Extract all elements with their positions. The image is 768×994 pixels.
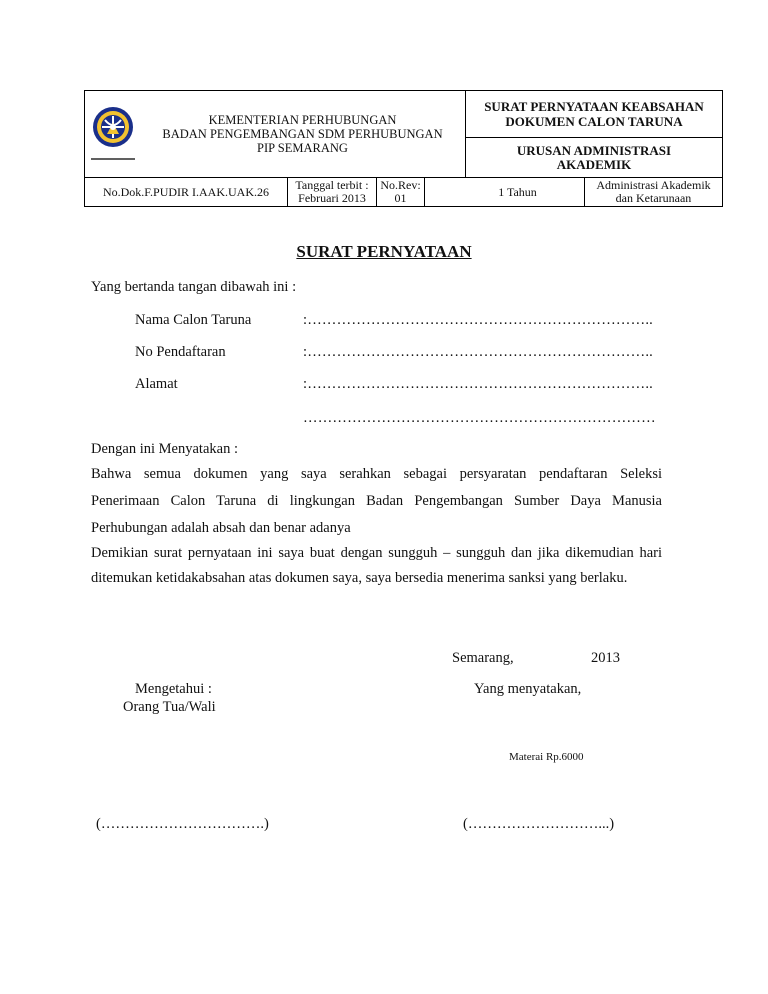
field-value-registration: :…………………………………………………………….. — [303, 344, 653, 360]
field-value-name: :…………………………………………………………….. — [303, 312, 653, 328]
intro-text: Yang bertanda tangan dibawah ini : — [91, 279, 297, 295]
declarant-label: Yang menyatakan, — [474, 681, 582, 697]
department-line-2: dan Ketarunaan — [615, 191, 692, 205]
organization-name-cell — [140, 91, 466, 177]
form-title-cell — [466, 91, 722, 138]
revision-cell — [377, 177, 425, 206]
paragraph-line-1: Bahwa semua dokumen yang saya serahkan sebagai persyaratan pendaftaran Seleksi — [91, 466, 662, 482]
acknowledged-label: Mengetahui : — [135, 681, 212, 697]
issued-date: Februari 2013 — [298, 191, 366, 205]
guardian-label: Orang Tua/Wali — [123, 699, 216, 715]
field-label-registration: No Pendaftaran — [135, 344, 226, 360]
stamp-duty-note: Materai Rp.6000 — [509, 751, 584, 763]
field-label-name: Nama Calon Taruna — [135, 312, 252, 328]
signing-year: 2013 — [591, 650, 620, 666]
paragraph-line-2: Penerimaan Calon Taruna di lingkungan Badan Pengembangan Sumber Daya Manusia — [91, 493, 662, 509]
doc-number: No.Dok.F.PUDIR I.AAK.UAK.26 — [102, 184, 270, 199]
department-cell — [585, 177, 722, 206]
document-title-text: SURAT PERNYATAAN — [296, 242, 472, 261]
revision-number: 01 — [394, 191, 407, 205]
document-header-table — [84, 90, 723, 207]
paragraph-line-3: Perhubungan adalah absah dan benar adanya — [91, 520, 351, 536]
doc-number-cell — [85, 177, 288, 206]
guardian-signature-blank: (…………………………….) — [96, 816, 269, 832]
signing-place: Semarang, — [452, 650, 514, 666]
department-line-1: Administrasi Akademik — [596, 178, 711, 192]
address-continuation: ……………………………………………………………… — [303, 410, 656, 426]
paragraph-line-5: ditemukan ketidakabsahan atas dokumen saya, saya bersedia menerima sanksi yang berlaku. — [91, 570, 628, 586]
statement-heading: Dengan ini Menyatakan : — [91, 441, 238, 457]
paragraph-line-4: Demikian surat pernyataan ini saya buat dengan sungguh – sungguh dan jika dikemudian hari — [91, 545, 662, 561]
ministry-logo-icon — [90, 103, 136, 165]
revision-label: No.Rev: — [380, 178, 421, 192]
document-title — [0, 242, 768, 262]
declarant-signature-blank: (………………………...) — [463, 816, 615, 832]
org-line-2: BADAN PENGEMBANGAN SDM PERHUBUNGAN — [162, 127, 443, 141]
period-cell — [425, 177, 585, 206]
issued-label: Tanggal terbit : — [295, 178, 369, 192]
org-line-1: KEMENTERIAN PERHUBUNGAN — [208, 113, 397, 127]
issued-date-cell — [288, 177, 377, 206]
unit-cell — [466, 138, 722, 177]
period: 1 Tahun — [498, 184, 537, 199]
logo-cell — [85, 91, 140, 177]
form-title-line-1: SURAT PERNYATAAN KEABSAHAN — [484, 99, 704, 114]
unit-line-1: URUSAN ADMINISTRASI — [516, 142, 672, 158]
org-line-3: PIP SEMARANG — [257, 141, 348, 155]
field-label-address: Alamat — [135, 376, 178, 392]
unit-line-2: AKADEMIK — [556, 156, 632, 172]
field-value-address: :…………………………………………………………….. — [303, 376, 653, 392]
form-title-line-2: DOKUMEN CALON TARUNA — [505, 114, 683, 129]
